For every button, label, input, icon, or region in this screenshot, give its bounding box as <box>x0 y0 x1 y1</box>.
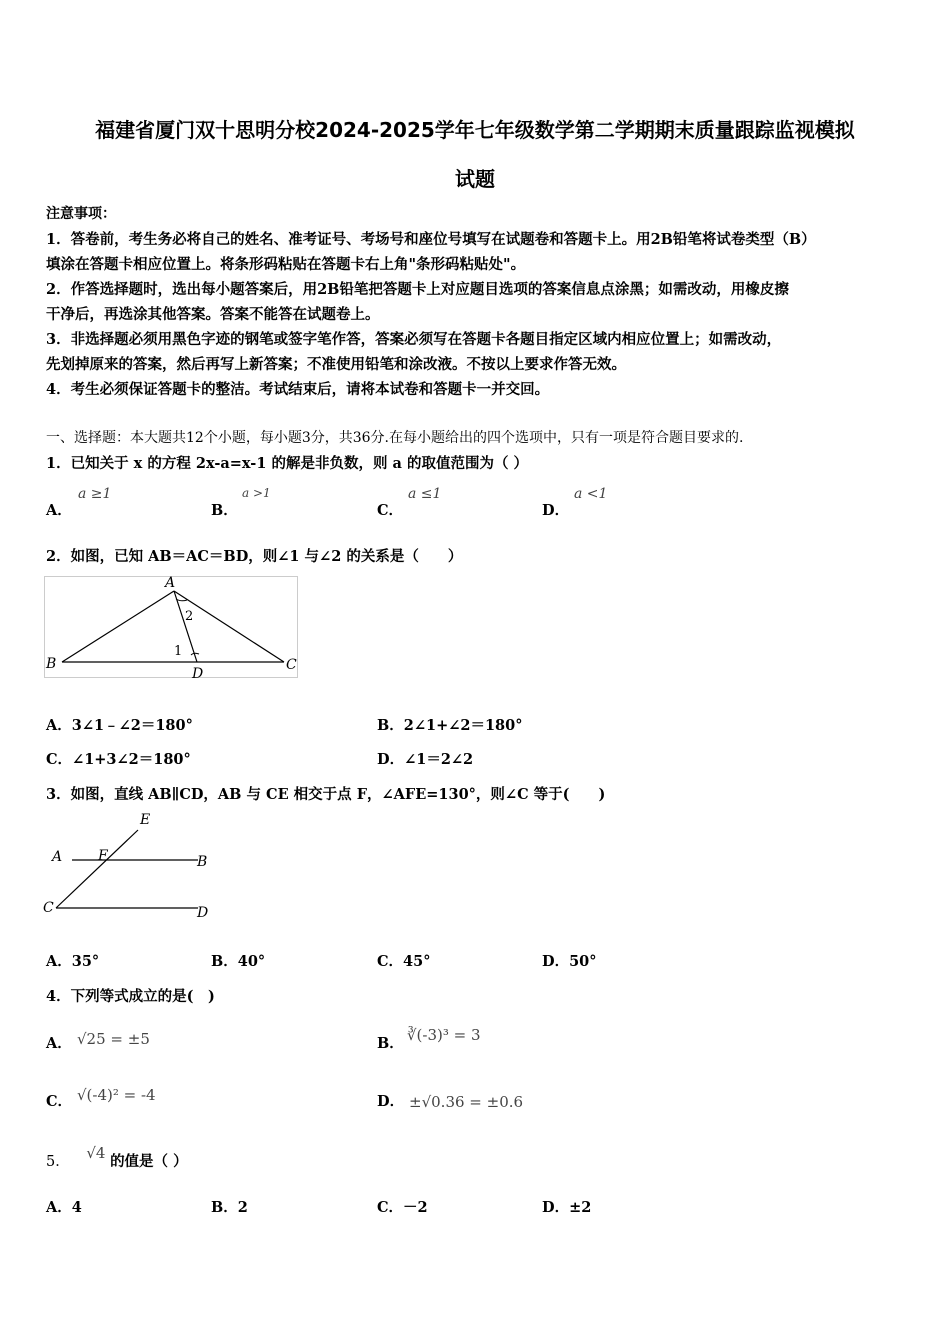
notice-line-4: 干净后，再选涂其他答案。答案不能答在试题卷上。 <box>46 306 380 323</box>
exam-title-line2: 试题 <box>455 167 495 191</box>
notice-line-6: 先划掉原来的答案，然后再写上新答案；不准使用铅笔和涂改液。不按以上要求作答无效。 <box>46 356 626 373</box>
exam-title-line1: 福建省厦门双十思明分校2024-2025学年七年级数学第二学期期末质量跟踪监视模拟 <box>95 118 855 142</box>
q1-option-d-math: a <1 <box>574 486 608 502</box>
notice-line-5: 3．非选择题必须用黑色字迹的钢笔或签字笔作答，答案必须写在答题卡各题目指定区域内相应位置上；如需改动， <box>46 331 782 348</box>
q5-stem-text: 的值是（ ） <box>110 1153 188 1170</box>
q5-option-a: A．4 <box>46 1199 82 1216</box>
q2-label-c: C <box>286 657 297 673</box>
q5-option-b: B．2 <box>211 1199 248 1216</box>
q5-number: 5． <box>46 1154 70 1170</box>
question-1-stem: 1．已知关于 x 的方程 2x-a=x-1 的解是非负数，则 a 的取值范围为（ ） <box>46 455 529 472</box>
q1-option-c-math: a ≤1 <box>408 486 442 502</box>
q1-option-c-label: C． <box>377 502 404 519</box>
q5-sqrt4: √4 <box>86 1144 106 1162</box>
q1-option-a-math: a ≥1 <box>78 486 112 502</box>
q1-option-b-math: a >1 <box>242 486 271 500</box>
q1-option-a-label: A． <box>46 502 72 519</box>
question-5-stem <box>46 1144 188 1171</box>
q3-label-f: F <box>98 848 108 864</box>
q3-option-a: A．35° <box>46 953 100 970</box>
question-3-stem: 3．如图，直线 AB∥CD，AB 与 CE 相交于点 F，∠AFE=130°，则∠C 等于( ) <box>46 786 606 803</box>
q3-parallel-lines-figure <box>40 808 220 924</box>
q2-option-a: A．3∠1﹣∠2＝180° <box>46 717 193 734</box>
q3-label-e: E <box>140 812 151 828</box>
question-4-stem: 4．下列等式成立的是( ) <box>46 988 215 1005</box>
q5-option-c: C．－2 <box>377 1199 428 1216</box>
q3-label-d: D <box>197 905 209 921</box>
q1-option-d-label: D． <box>542 502 570 519</box>
q2-option-b: B．2∠1+∠2＝180° <box>377 717 523 734</box>
q2-option-c: C．∠1+3∠2＝180° <box>46 751 191 768</box>
q4-option-a-label: A． <box>46 1035 72 1052</box>
notice-line-3: 2．作答选择题时，选出每小题答案后，用2B铅笔把答题卡上对应题目选项的答案信息点涂黑；如需改动，用橡皮擦 <box>46 281 789 298</box>
q3-option-d: D．50° <box>542 953 597 970</box>
q2-label-a: A <box>165 575 176 591</box>
q3-label-b: B <box>197 854 208 870</box>
q4-option-d-math: ±√0.36 = ±0.6 <box>409 1093 524 1111</box>
q3-label-a: A <box>52 849 63 865</box>
q2-label-b: B <box>46 656 57 672</box>
q5-option-d: D．±2 <box>542 1199 592 1216</box>
q2-segment-ac <box>174 591 284 662</box>
q3-label-c: C <box>43 900 54 916</box>
q4-option-a-math: √25 = ±5 <box>77 1030 150 1048</box>
q4-option-b-math: ∛(-3)³ = 3 <box>407 1026 481 1044</box>
q3-option-c: C．45° <box>377 953 431 970</box>
q4-option-c-label: C． <box>46 1093 73 1110</box>
q4-option-c-math: √(-4)² = -4 <box>77 1086 156 1104</box>
q1-option-b-label: B． <box>211 502 238 519</box>
q3-option-b: B．40° <box>211 953 266 970</box>
section-1-heading: 一、选择题：本大题共12个小题，每小题3分，共36分.在每小题给出的四个选项中，只有一项是符合题目要求的. <box>46 430 744 446</box>
q2-segment-ab <box>62 591 174 662</box>
q4-option-b-label: B． <box>377 1035 404 1052</box>
notice-line-1: 1．答卷前，考生务必将自己的姓名、准考证号、考场号和座位号填写在试题卷和答题卡上。用2B铅笔将试卷类型（B） <box>46 231 816 248</box>
q2-triangle-figure <box>44 572 300 680</box>
notice-line-2: 填涂在答题卡相应位置上。将条形码粘贴在答题卡右上角"条形码粘贴处"。 <box>46 256 526 273</box>
q3-line-ce <box>56 830 138 908</box>
q2-label-1: 1 <box>174 644 183 659</box>
notice-heading: 注意事项： <box>46 206 116 222</box>
q2-option-d: D．∠1＝2∠2 <box>377 751 474 768</box>
notice-line-7: 4．考生必须保证答题卡的整洁。考试结束后，请将本试卷和答题卡一并交回。 <box>46 381 550 398</box>
q4-option-d-label: D． <box>377 1093 405 1110</box>
q2-label-2: 2 <box>185 609 194 624</box>
question-2-stem: 2．如图，已知 AB＝AC＝BD，则∠1 与∠2 的关系是（ ） <box>46 548 463 565</box>
q2-label-d: D <box>192 666 204 680</box>
